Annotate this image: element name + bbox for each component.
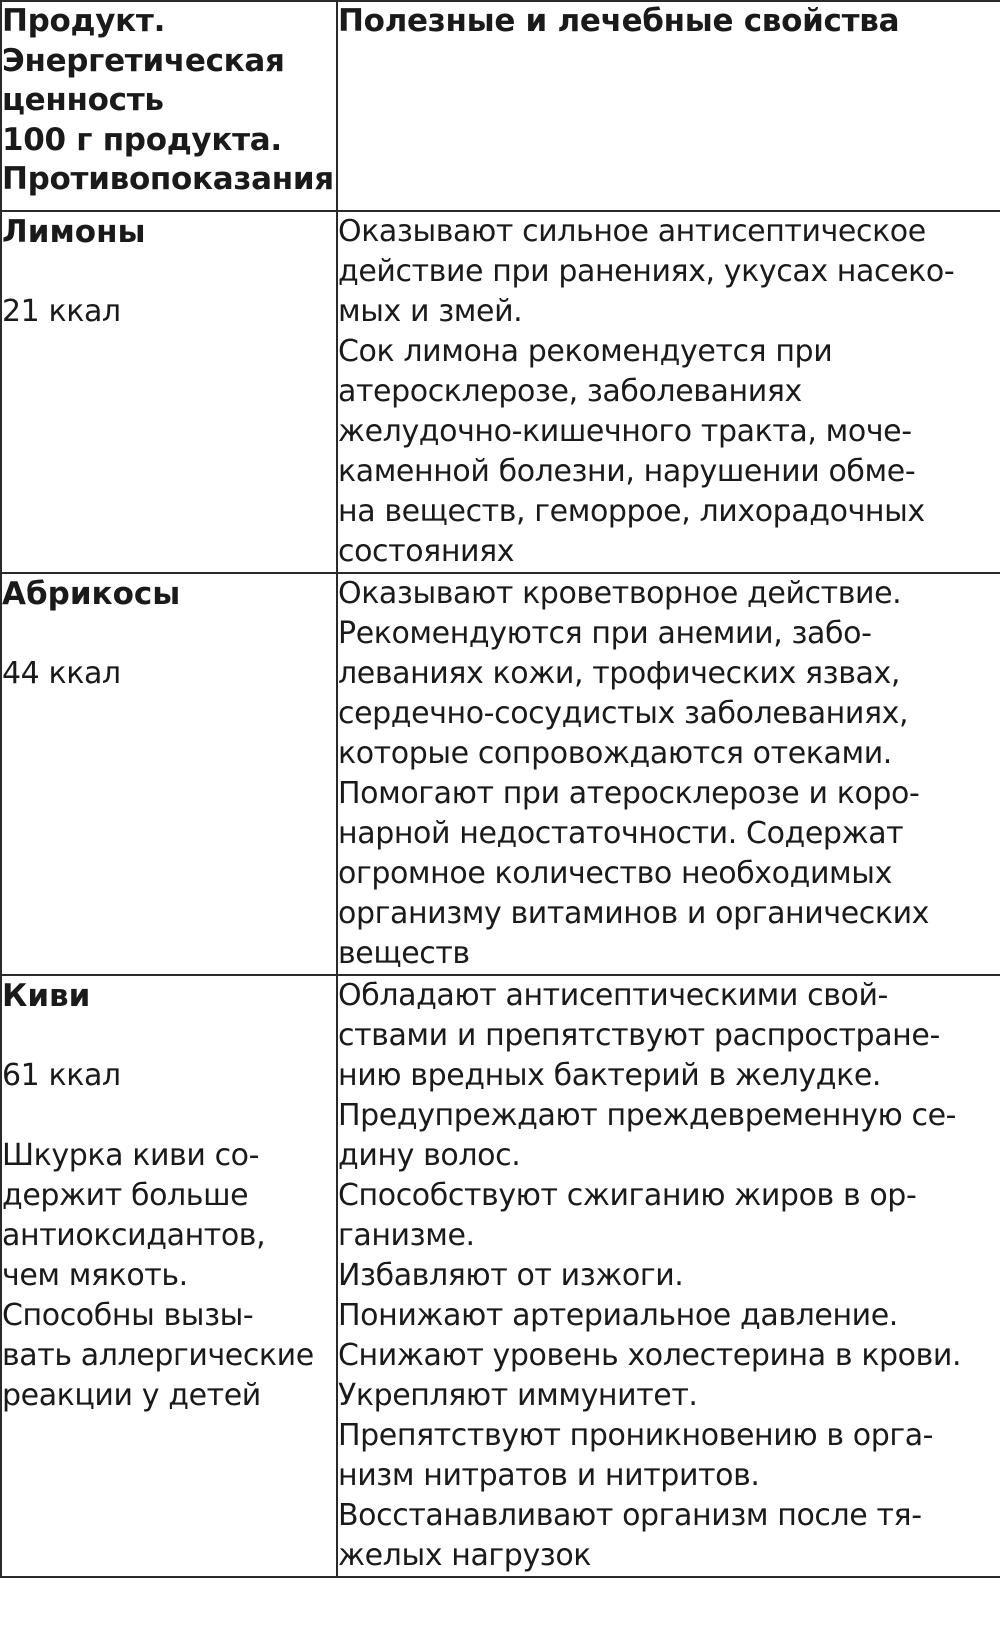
description-line: Оказывают кроветворное действие. <box>338 576 902 611</box>
description-line: действие при ранениях, укусах насеко- <box>338 254 955 289</box>
description-line: Сок лимона рекомендуется при <box>338 334 833 369</box>
description-line: каменной болезни, нарушении обме- <box>338 454 916 489</box>
contraindication-line: Шкурка киви со- <box>2 1138 260 1173</box>
header-product-text <box>2 2 336 200</box>
description-line: Помогают при атеросклерозе и коро- <box>338 776 920 811</box>
description-line: мых и змей. <box>338 294 523 329</box>
description-cell <box>337 573 1000 975</box>
description-line: Рекомендуются при анемии, забо- <box>338 616 872 651</box>
description-line: организму витаминов и органических <box>338 896 930 931</box>
description-line: леваниях кожи, трофических язвах, <box>338 656 900 691</box>
header-product-line: ценность <box>2 82 164 118</box>
table-row <box>1 211 1000 573</box>
contraindication-line: Способны вызы- <box>2 1298 254 1333</box>
description-line: дину волос. <box>338 1138 521 1173</box>
description-line: атеросклерозе, заболеваниях <box>338 374 802 409</box>
description-line: Оказывают сильное антисептическое <box>338 214 926 249</box>
description-line: Обладают антисептическими свой- <box>338 978 888 1013</box>
description-line: сердечно-сосудистых заболеваниях, <box>338 696 909 731</box>
contraindication-line: антиоксидантов, <box>2 1218 266 1253</box>
table-header-row <box>1 1 1000 211</box>
product-cell <box>1 573 337 975</box>
header-product-line: Энергетическая <box>2 42 285 79</box>
description-line: Избавляют от изжоги. <box>338 1258 684 1293</box>
description-line: Препятствуют проникновению в орга- <box>338 1418 934 1453</box>
spacer <box>2 1096 336 1136</box>
header-product-line: 100 г продукта. <box>2 121 282 158</box>
product-cell <box>1 211 337 573</box>
description-line: огромное количество необходимых <box>338 856 892 891</box>
header-product-cell <box>1 1 337 211</box>
description-line: Укрепляют иммунитет. <box>338 1378 698 1413</box>
header-product-line: Противопоказания <box>2 161 334 197</box>
table-row <box>1 975 1000 1577</box>
description-line: Восстанавливают организм после тя- <box>338 1498 922 1533</box>
description-line: которые сопровождаются отеками. <box>338 736 892 771</box>
description-line: нию вредных бактерий в желудке. <box>338 1058 882 1093</box>
description-line: Понижают артериальное давление. <box>338 1298 898 1333</box>
description-line: Способствуют сжиганию жиров в ор- <box>338 1178 917 1213</box>
product-cell <box>1 975 337 1577</box>
product-name: Абрикосы <box>2 576 181 612</box>
product-kcal: 21 ккал <box>2 294 121 329</box>
contraindication-line: вать аллергические <box>2 1338 314 1373</box>
header-properties-cell <box>337 1 1000 211</box>
description-line: Предупреждают преждевременную се- <box>338 1098 957 1133</box>
contraindication-line: чем мякоть. <box>2 1258 188 1293</box>
description-line: веществ <box>338 936 470 971</box>
spacer <box>2 1016 336 1056</box>
description-line: на веществ, геморрое, лихорадочных <box>338 494 925 529</box>
product-kcal: 61 ккал <box>2 1058 121 1093</box>
description-cell <box>337 211 1000 573</box>
description-line: Снижают уровень холестерина в крови. <box>338 1338 962 1373</box>
description-line: желудочно-кишечного тракта, моче- <box>338 414 912 449</box>
description-line: состояниях <box>338 534 515 569</box>
header-product-line: Продукт. <box>2 3 166 39</box>
product-kcal: 44 ккал <box>2 656 121 691</box>
header-properties-text: Полезные и лечебные свойства <box>338 3 900 39</box>
description-line: нарной недостаточности. Содержат <box>338 816 904 851</box>
description-cell <box>337 975 1000 1577</box>
product-name: Киви <box>2 978 91 1014</box>
description-line: желых нагрузок <box>338 1538 592 1573</box>
description-line: ствами и препятствуют распростране- <box>338 1018 940 1053</box>
description-line: низм нитратов и нитритов. <box>338 1458 760 1493</box>
contraindication-line: держит больше <box>2 1178 249 1213</box>
product-name: Лимоны <box>2 214 146 250</box>
table-row <box>1 573 1000 975</box>
contraindication-line: реакции у детей <box>2 1378 261 1413</box>
description-line: ганизме. <box>338 1218 475 1253</box>
spacer <box>2 252 336 292</box>
spacer <box>2 614 336 654</box>
